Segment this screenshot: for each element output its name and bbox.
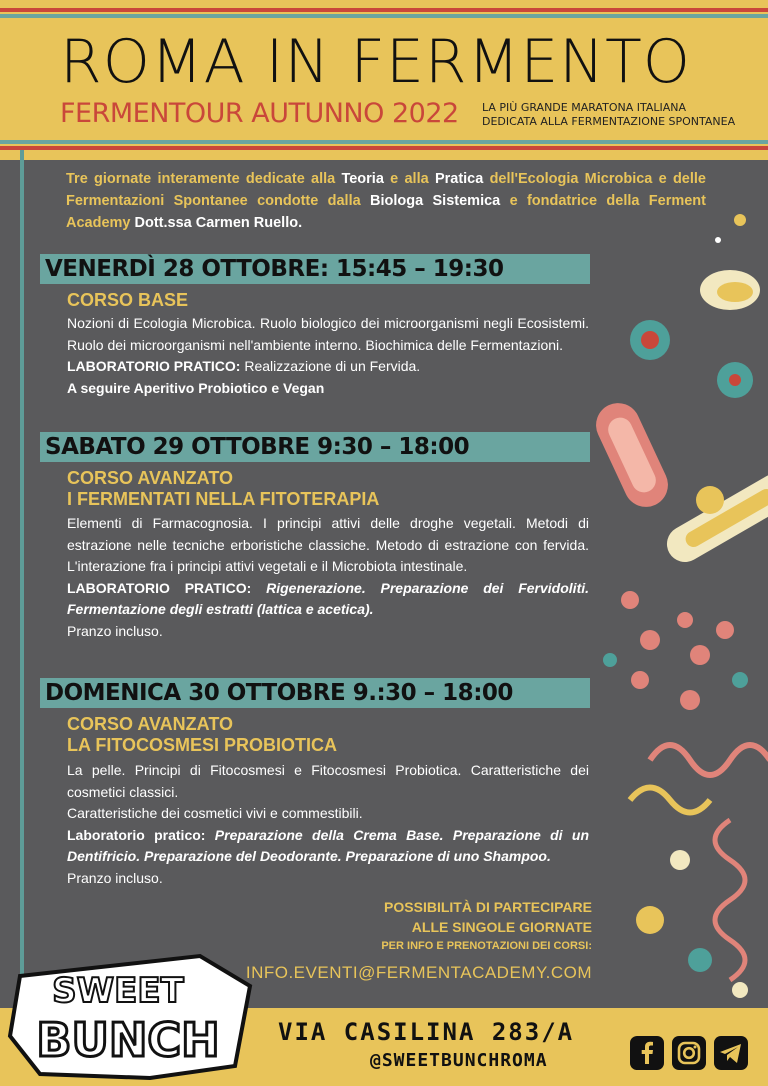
address: VIA CASILINA 283/A xyxy=(278,1018,575,1046)
microbe-cluster-top xyxy=(630,214,760,398)
day-3-lab xyxy=(67,825,589,868)
intro-highlight-name: Dott.ssa Carmen Ruello. xyxy=(134,215,303,231)
day-2-lab xyxy=(67,578,589,621)
day-2-course-title: CORSO AVANZATO xyxy=(67,468,233,488)
day-3-course-subtitle: LA FITOCOSMESI PROBIOTICA xyxy=(67,735,338,755)
day-3-description: La pelle. Principi di Fitocosmesi e Fitocosmesi Probiotica. Caratteristiche dei cosmetici classici. xyxy=(67,762,589,800)
day-1-course xyxy=(67,290,188,311)
intro-highlight-biologa: Biologa Sistemica xyxy=(370,193,501,209)
bacillus-cream xyxy=(660,467,768,568)
intro-text: dell'Ecologia Microbica e delle Fermentazioni Spontanee condotte dalla xyxy=(66,171,706,209)
facebook-icon[interactable] xyxy=(630,1036,664,1070)
tagline xyxy=(482,101,735,129)
social-handle[interactable]: @SWEETBUNCHROMA xyxy=(370,1050,548,1071)
page-title: ROMA IN FERMENTO xyxy=(60,27,691,97)
spirillum xyxy=(630,745,768,998)
logo-bunch: BUNCH xyxy=(36,1013,220,1067)
logo-sweet: SWEET xyxy=(52,971,184,1011)
contact-email[interactable]: INFO.EVENTI@FERMENTACADEMY.COM xyxy=(245,963,592,982)
day-3-lab-label: Laboratorio pratico: xyxy=(67,826,206,843)
day-1-extra xyxy=(67,378,589,400)
day-3-lab-text: Preparazione della Crema Base. Preparazione di un Dentifricio. Preparazione del Deodorante. Preparazione di uno Shampoo. xyxy=(67,826,589,864)
info-label: PER INFO E PRENOTAZIONI DEI CORSI: xyxy=(381,940,592,952)
day-2-course-subtitle: I FERMENTATI NELLA FITOTERAPIA xyxy=(67,489,380,509)
day-3-course xyxy=(67,714,337,756)
instagram-icon[interactable] xyxy=(672,1036,706,1070)
participation-line-1: POSSIBILITÀ DI PARTECIPARE xyxy=(384,899,592,915)
intro-text: Tre giornate interamente dedicate alla xyxy=(66,171,342,187)
day-1-description: Nozioni di Ecologia Microbica. Ruolo biologico dei microorganismi negli Ecosistemi. Ruolo dei microorganismi nell'ambiente interno. Biochimica delle Fermentazioni. xyxy=(67,315,589,353)
top-stripe-red xyxy=(0,8,768,12)
participation-note xyxy=(330,897,592,937)
day-1-heading: VENERDÌ 28 OTTOBRE: 15:45 – 19:30 xyxy=(45,256,504,282)
day-2-course xyxy=(67,468,379,510)
participation-line-2: ALLE SINGOLE GIORNATE xyxy=(411,919,592,935)
day-1-body xyxy=(67,313,589,399)
day-3-course-title: CORSO AVANZATO xyxy=(67,714,233,734)
intro-highlight-teoria: Teoria xyxy=(341,171,384,187)
sweet-bunch-logo xyxy=(0,946,270,1086)
day-1-course-title: CORSO BASE xyxy=(67,290,189,310)
day-1-lab-label: LABORATORIO PRATICO: xyxy=(67,358,241,374)
day-2-heading: SABATO 29 OTTOBRE 9:30 – 18:00 xyxy=(45,434,470,460)
day-3-body xyxy=(67,760,589,889)
bottom-stripe-red xyxy=(0,146,768,150)
microbes-illustration xyxy=(590,200,768,1010)
day-1-extra-text: A seguire Aperitivo Probiotico e Vegan xyxy=(67,379,325,396)
page-subtitle: FERMENTOUR AUTUNNO 2022 xyxy=(60,98,459,129)
intro-text: e fondatrice della Ferment Academy xyxy=(66,193,706,231)
tagline-line-1: LA PIÙ GRANDE MARATONA ITALIANA xyxy=(482,101,687,114)
day-2-body xyxy=(67,513,589,642)
day-3-heading: DOMENICA 30 OTTOBRE 9.:30 – 18:00 xyxy=(45,680,513,706)
day-1-lab-text: Realizzazione di un Fervida. xyxy=(240,358,421,374)
tagline-line-2: DEDICATA ALLA FERMENTAZIONE SPONTANEA xyxy=(482,115,736,128)
day-3-description-2: Caratteristiche dei cosmetici vivi e commestibili. xyxy=(67,805,363,821)
day-2-description: Elementi di Farmacognosia. I principi attivi delle droghe vegetali. Metodi di estrazione nelle tecniche erboristiche classiche. Metodo di estrazione con fervida. L'interazione fra i principi attivi vegetali e il Microbiota intestinale. xyxy=(67,515,589,574)
bacillus-red xyxy=(590,396,675,514)
bottom-stripe-teal xyxy=(0,140,768,144)
day-3-extra: Pranzo incluso. xyxy=(67,869,163,886)
day-2-lab-label: LABORATORIO PRATICO: xyxy=(67,579,252,596)
intro-paragraph xyxy=(66,168,706,234)
day-2-lab-text: Rigenerazione. Preparazione dei Fervidoliti. Fermentazione degli estratti (lattica e acetica). xyxy=(67,579,590,617)
day-2-extra: Pranzo incluso. xyxy=(67,622,163,639)
intro-highlight-pratica: Pratica xyxy=(434,171,484,187)
left-accent-bar xyxy=(20,150,24,1020)
top-stripe-teal xyxy=(0,14,768,18)
day-1-lab xyxy=(67,356,589,378)
intro-text: e alla xyxy=(383,171,435,187)
telegram-icon[interactable] xyxy=(714,1036,748,1070)
